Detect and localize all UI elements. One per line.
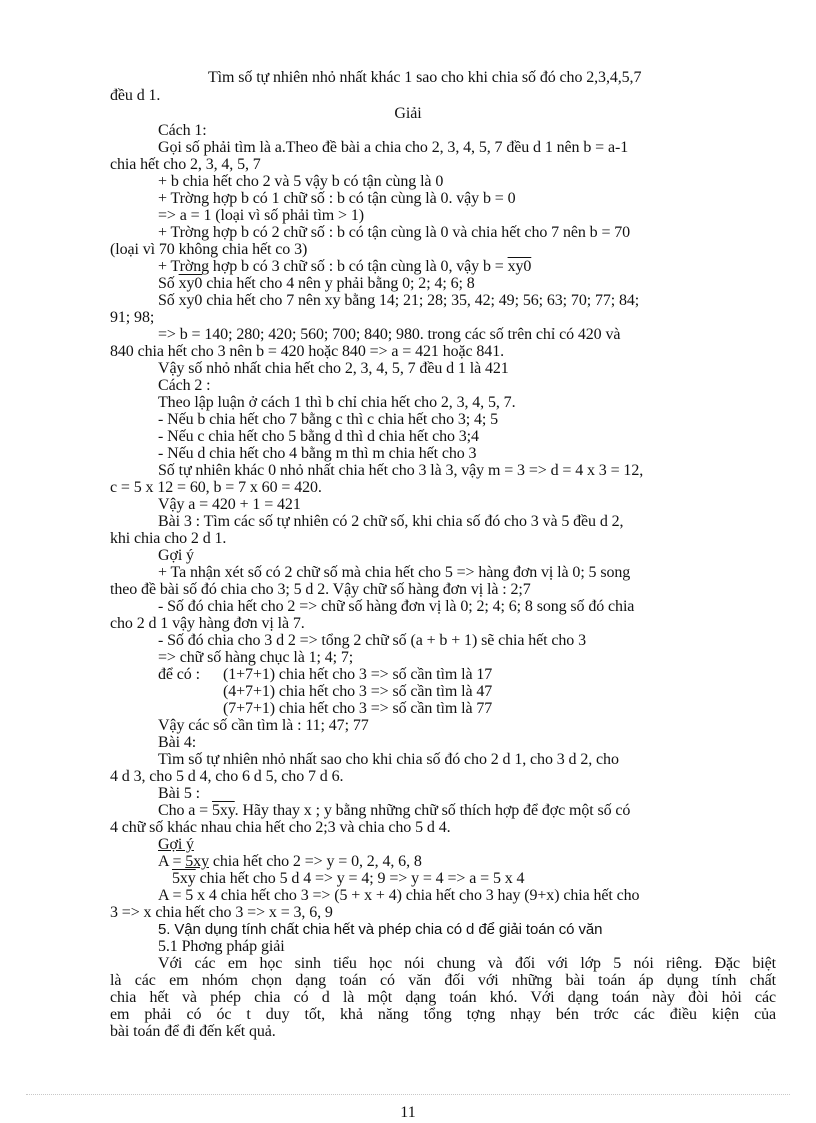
section5-heading: 5. Vận dụng tính chất chia hết và phép chia có d để giải toán có văn [158,921,603,938]
method2-line: c = 5 x 12 = 60, b = 7 x 60 = 420. [110,479,322,496]
method1-line: + Trờng hợp b có 2 chữ số : b có tận cùng là 0 và chia hết cho 7 nên b = 70 [158,224,631,241]
overline-number: 5xy [212,802,235,819]
page-number: 11 [400,1104,416,1121]
bai3-line: - Số đó chia hết cho 2 => chữ số hàng đơn vị là 0; 2; 4; 6; 8 song số đó chia [158,598,635,615]
solution-heading: Giải [394,105,422,122]
bai3-case: (4+7+1) chia hết cho 3 => số cần tìm là 47 [223,683,493,700]
bai5-line: 4 chữ số khác nhau chia hết cho 2;3 và chia cho 5 d 4. [110,819,451,836]
bai3-line: => chữ số hàng chục là 1; 4; 7; [158,649,354,666]
bai5-line [158,853,816,870]
section5-paragraph-line: em phải có óc t duy tốt, khả năng tổng tợng nhạy bén trớc các điều kiện của [110,1006,776,1023]
section5-paragraph-line: chia hết và phép chia có d là một dạng toán khó. Với dạng toán này đòi hỏi các [110,989,776,1006]
method1-label: Cách 1: [158,122,207,139]
bai5-text: Cho a = [158,802,212,819]
bai5-text: chia hết cho 5 d 4 => y = 4; 9 => y = 4 => a = 5 x 4 [195,870,525,887]
bai3-line: Bài 3 : Tìm các số tự nhiên có 2 chữ số, khi chia số đó cho 3 và 5 đều d 2, [158,513,624,530]
bai3-line: theo đề bài số đó chia cho 3; 5 d 2. Vậy chữ số hàng đơn vị là : 2;7 [110,581,531,598]
bai3-conclusion: Vậy các số cần tìm là : 11; 47; 77 [158,717,369,734]
method2-conclusion: Vậy a = 420 + 1 = 421 [158,496,301,513]
overline-number: 5xy [172,870,196,887]
bai3-hint-label: Gợi ý [158,547,194,564]
bai5-line: A = 5 x 4 chia hết cho 3 => (5 + x + 4) chia hết cho 3 hay (9+x) chia hết cho [158,887,640,904]
bai3-line: khi chia cho 2 d 1. [110,530,227,547]
bai4-line: 4 d 3, cho 5 d 4, cho 6 d 5, cho 7 d 6. [110,768,344,785]
method1-line: + b chia hết cho 2 và 5 vậy b có tận cùng là 0 [158,173,444,190]
method2-label: Cách 2 : [158,377,211,394]
overline-number: xy0 [178,275,203,292]
method1-line: => a = 1 (loại vì số phải tìm > 1) [158,207,364,224]
method1-line: Số xy0 chia hết cho 7 nên xy bằng 14; 21; 28; 35, 42; 49; 56; 63; 70; 77; 84; [158,292,640,309]
bai5-line: 3 => x chia hết cho 3 => x = 3, 6, 9 [110,904,333,921]
method1-line [158,258,816,275]
bai3-case: (1+7+1) chia hết cho 3 => số cần tìm là 17 [223,666,493,683]
method2-line: Theo lập luận ở cách 1 thì b chỉ chia hết cho 2, 3, 4, 5, 7. [158,394,516,411]
bai3-line-label: để có : [158,666,200,683]
section5-subheading: 5.1 Phơng pháp giải [158,938,285,955]
method1-text: chia hết cho 4 nên y phải bằng 0; 2; 4; 6; 8 [202,275,475,292]
bai5-hint-text: Gợi ý [158,836,194,853]
bai3-line: cho 2 d 1 vậy hàng đơn vị là 7. [110,615,305,632]
method2-line: Số tự nhiên khác 0 nhỏ nhất chia hết cho 3 là 3, vậy m = 3 => d = 4 x 3 = 12, [158,462,644,479]
section5-paragraph-line: là các em nhóm chọn dạng toán có văn đối với những bài toán áp dụng tính chất [110,972,776,989]
bai5-label: Bài 5 : [158,785,200,802]
section5-paragraph-line: Với các em học sinh tiểu học nói chung và đối với lớp 5 nói riêng. Đặc biệt [158,955,776,972]
bai4-line: Tìm số tự nhiên nhỏ nhất sao cho khi chia số đó cho 2 d 1, cho 3 d 2, cho [158,751,619,768]
bai5-text: . Hãy thay x ; y bằng những chữ số thích hợp để đợc một số có [234,802,631,819]
method2-line: - Nếu d chia hết cho 4 bằng m thì m chia hết cho 3 [158,445,477,462]
method1-line: => b = 140; 280; 420; 560; 700; 840; 980. trong các số trên chỉ có 420 và [158,326,621,343]
method1-line: (loại vì 70 không chia hết co 3) [110,241,308,258]
footer-divider [26,1094,790,1095]
overline-number: xy0 [507,258,532,275]
bai3-line: + Ta nhận xét số có 2 chữ số mà chia hết cho 5 => hàng đơn vị là 0; 5 song [158,564,631,581]
bai5-text: chia hết cho 2 => y = 0, 2, 4, 6, 8 [209,853,422,870]
section5-paragraph-line: bài toán để đi đến kết quả. [110,1023,276,1040]
method1-line: Gọi số phải tìm là a.Theo đề bài a chia cho 2, 3, 4, 5, 7 đều d 1 nên b = a-1 [158,139,629,156]
bai4-label: Bài 4: [158,734,197,751]
bai5-text: A = [158,853,186,870]
bai3-case: (7+7+1) chia hết cho 3 => số cần tìm là 77 [223,700,493,717]
bai3-line: - Số đó chia cho 3 d 2 => tổng 2 chữ số (a + b + 1) sẽ chia hết cho 3 [158,632,586,649]
method1-line: + Trờng hợp b có 1 chữ số : b có tận cùng là 0. vậy b = 0 [158,190,516,207]
method1-text: Số [158,275,179,292]
bai5-line [172,870,816,887]
method1-line: 91; 98; [110,309,155,326]
method1-conclusion: Vậy số nhỏ nhất chia hết cho 2, 3, 4, 5, 7 đều d 1 là 421 [158,360,509,377]
method2-line: - Nếu c chia hết cho 5 bằng d thì d chia hết cho 3;4 [158,428,479,445]
method2-line: - Nếu b chia hết cho 7 bằng c thì c chia hết cho 3; 4; 5 [158,411,499,428]
method1-line: 840 chia hết cho 3 nên b = 420 hoặc 840 => a = 421 hoặc 841. [110,343,505,360]
method1-line [158,275,816,292]
method1-line: chia hết cho 2, 3, 4, 5, 7 [110,156,261,173]
problem-intro-line-2: đều d 1. [110,87,161,104]
bai5-hint-label [158,836,816,853]
overline-number: 5xy [185,853,209,870]
method1-text: + Trờng hợp b có 3 chữ số : b có tận cùng là 0, vậy b = [158,258,508,275]
problem-intro-line-1: Tìm số tự nhiên nhỏ nhất khác 1 sao cho khi chia số đó cho 2,3,4,5,7 [208,69,642,86]
bai5-line [158,802,816,819]
